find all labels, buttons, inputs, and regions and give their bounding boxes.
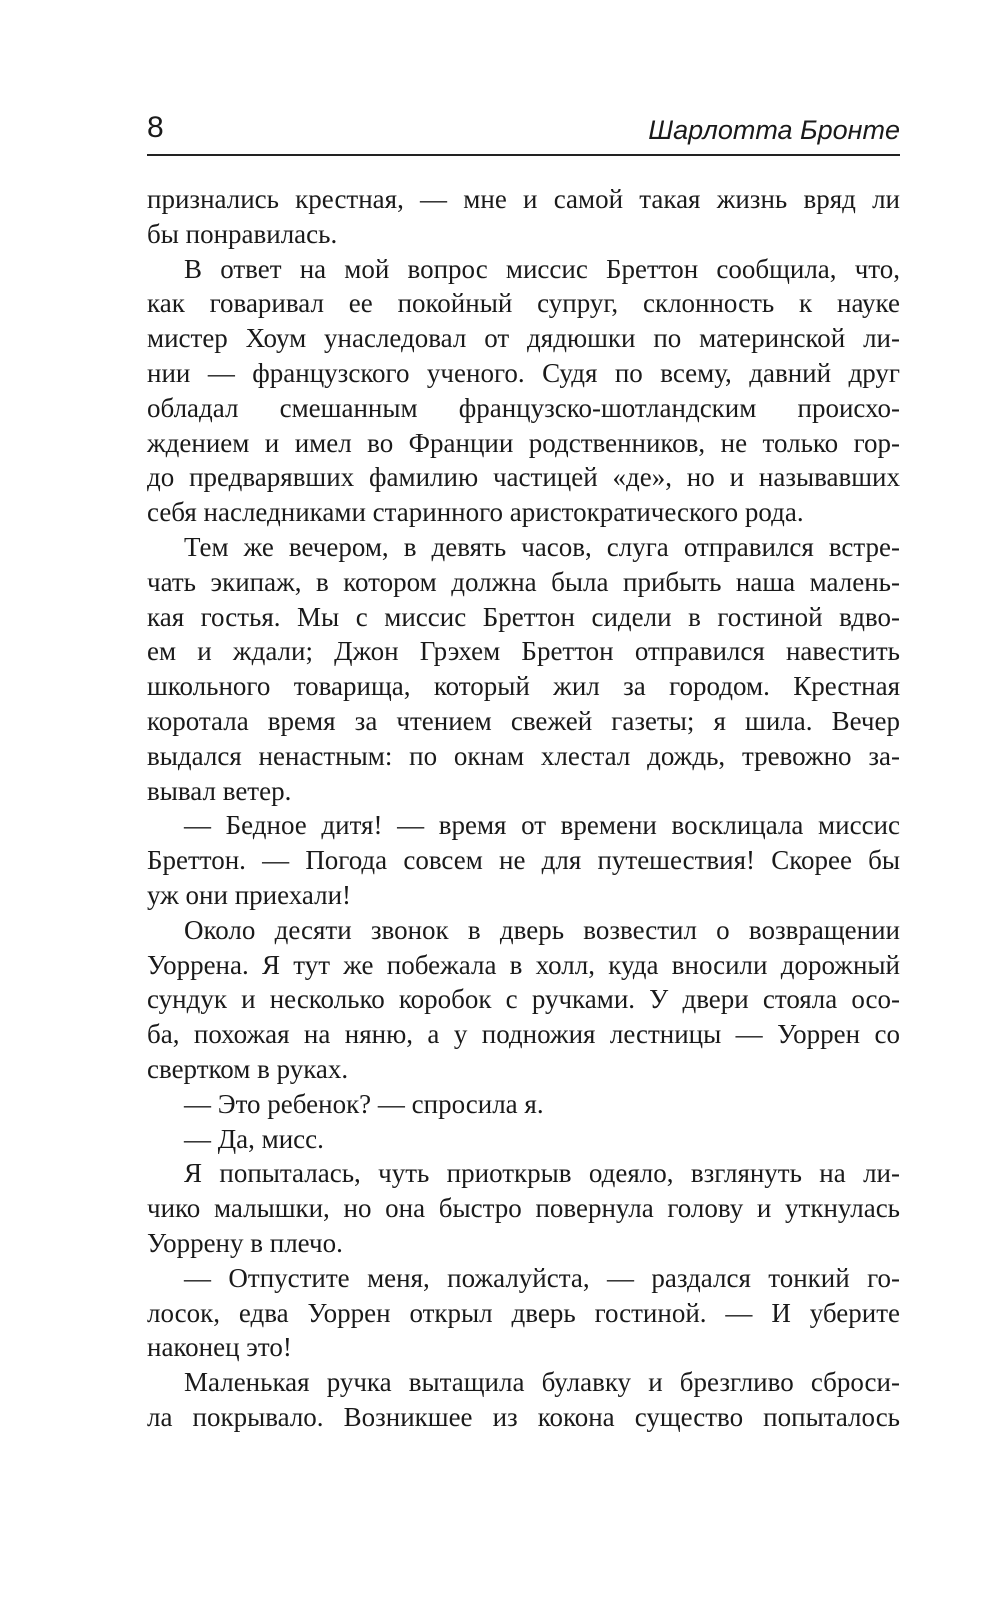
text-line: коротала время за чтением свежей газеты; я шила. Вечер bbox=[147, 705, 900, 736]
text-line: до предварявших фамилию частицей «де», но и называвших bbox=[147, 462, 900, 493]
text-line: как говаривал ее покойный супруг, склонность к науке bbox=[147, 288, 900, 319]
text-line: — Да, мисс. bbox=[184, 1123, 324, 1154]
text-line: сундук и несколько коробок с ручками. У двери стояла осо- bbox=[147, 984, 900, 1015]
text-line: обладал смешанным французско-шотландским происхо- bbox=[147, 392, 900, 423]
text-line: ждением и имел во Франции родственников, не только гор- bbox=[147, 427, 900, 458]
text-line: ем и ждали; Джон Грэхем Бреттон отправился навестить bbox=[147, 636, 900, 667]
text-line: Я попыталась, чуть приоткрыв одеяло, взглянуть на ли- bbox=[184, 1158, 900, 1189]
page-number: 8 bbox=[147, 111, 164, 144]
text-line: чать экипаж, в котором должна была прибыть наша малень- bbox=[147, 566, 900, 597]
text-line: лосок, едва Уоррен открыл дверь гостиной. — И уберите bbox=[147, 1297, 900, 1328]
text-line: Около десяти звонок в дверь возвестил о возвращении bbox=[184, 914, 900, 945]
text-line: Уоррена. Я тут же побежала в холл, куда вносили дорожный bbox=[147, 949, 900, 980]
text-line: вывал ветер. bbox=[147, 775, 292, 806]
text-line: Уоррену в плечо. bbox=[147, 1227, 343, 1258]
text-line: нии — французского ученого. Судя по всему, давний друг bbox=[147, 357, 900, 388]
text-line: чико малышки, но она быстро повернула голову и уткнулась bbox=[147, 1193, 900, 1224]
text-line: наконец это! bbox=[147, 1332, 292, 1363]
text-line: — Бедное дитя! — время от времени восклицала миссис bbox=[184, 810, 900, 841]
text-line: кая гостья. Мы с миссис Бреттон сидели в гостиной вдво- bbox=[147, 601, 900, 632]
text-line: бы понравилась. bbox=[147, 218, 338, 249]
text-line: свертком в руках. bbox=[147, 1053, 349, 1084]
text-line: школьного товарища, который жил за городом. Крестная bbox=[147, 671, 900, 702]
running-head: Шарлотта Бронте bbox=[648, 115, 900, 145]
text-line: Маленькая ручка вытащила булавку и брезгливо сброси- bbox=[184, 1367, 900, 1398]
text-line: — Это ребенок? — спросила я. bbox=[184, 1088, 544, 1119]
text-line: выдался ненастным: по окнам хлестал дождь, тревожно за- bbox=[147, 740, 900, 771]
text-line: Тем же вечером, в девять часов, слуга отправился встре- bbox=[184, 531, 900, 562]
text-line: ба, похожая на няню, а у подножия лестницы — Уоррен со bbox=[147, 1019, 900, 1050]
body-text bbox=[147, 182, 900, 1435]
text-line: уж они приехали! bbox=[147, 879, 352, 910]
text-line: признались крестная, — мне и самой такая жизнь вряд ли bbox=[147, 184, 900, 214]
header-rule bbox=[147, 154, 900, 156]
text-line: мистер Хоум унаследовал от дядюшки по материнской ли- bbox=[147, 323, 900, 354]
text-line: — Отпустите меня, пожалуйста, — раздался тонкий го- bbox=[184, 1262, 900, 1293]
text-line: ла покрывало. Возникшее из кокона существо попыталось bbox=[147, 1401, 900, 1432]
text-line: себя наследниками старинного аристократического рода. bbox=[147, 497, 804, 528]
text-line: В ответ на мой вопрос миссис Бреттон сообщила, что, bbox=[184, 253, 900, 284]
text-line: Бреттон. — Погода совсем не для путешествия! Скорее бы bbox=[147, 845, 900, 876]
